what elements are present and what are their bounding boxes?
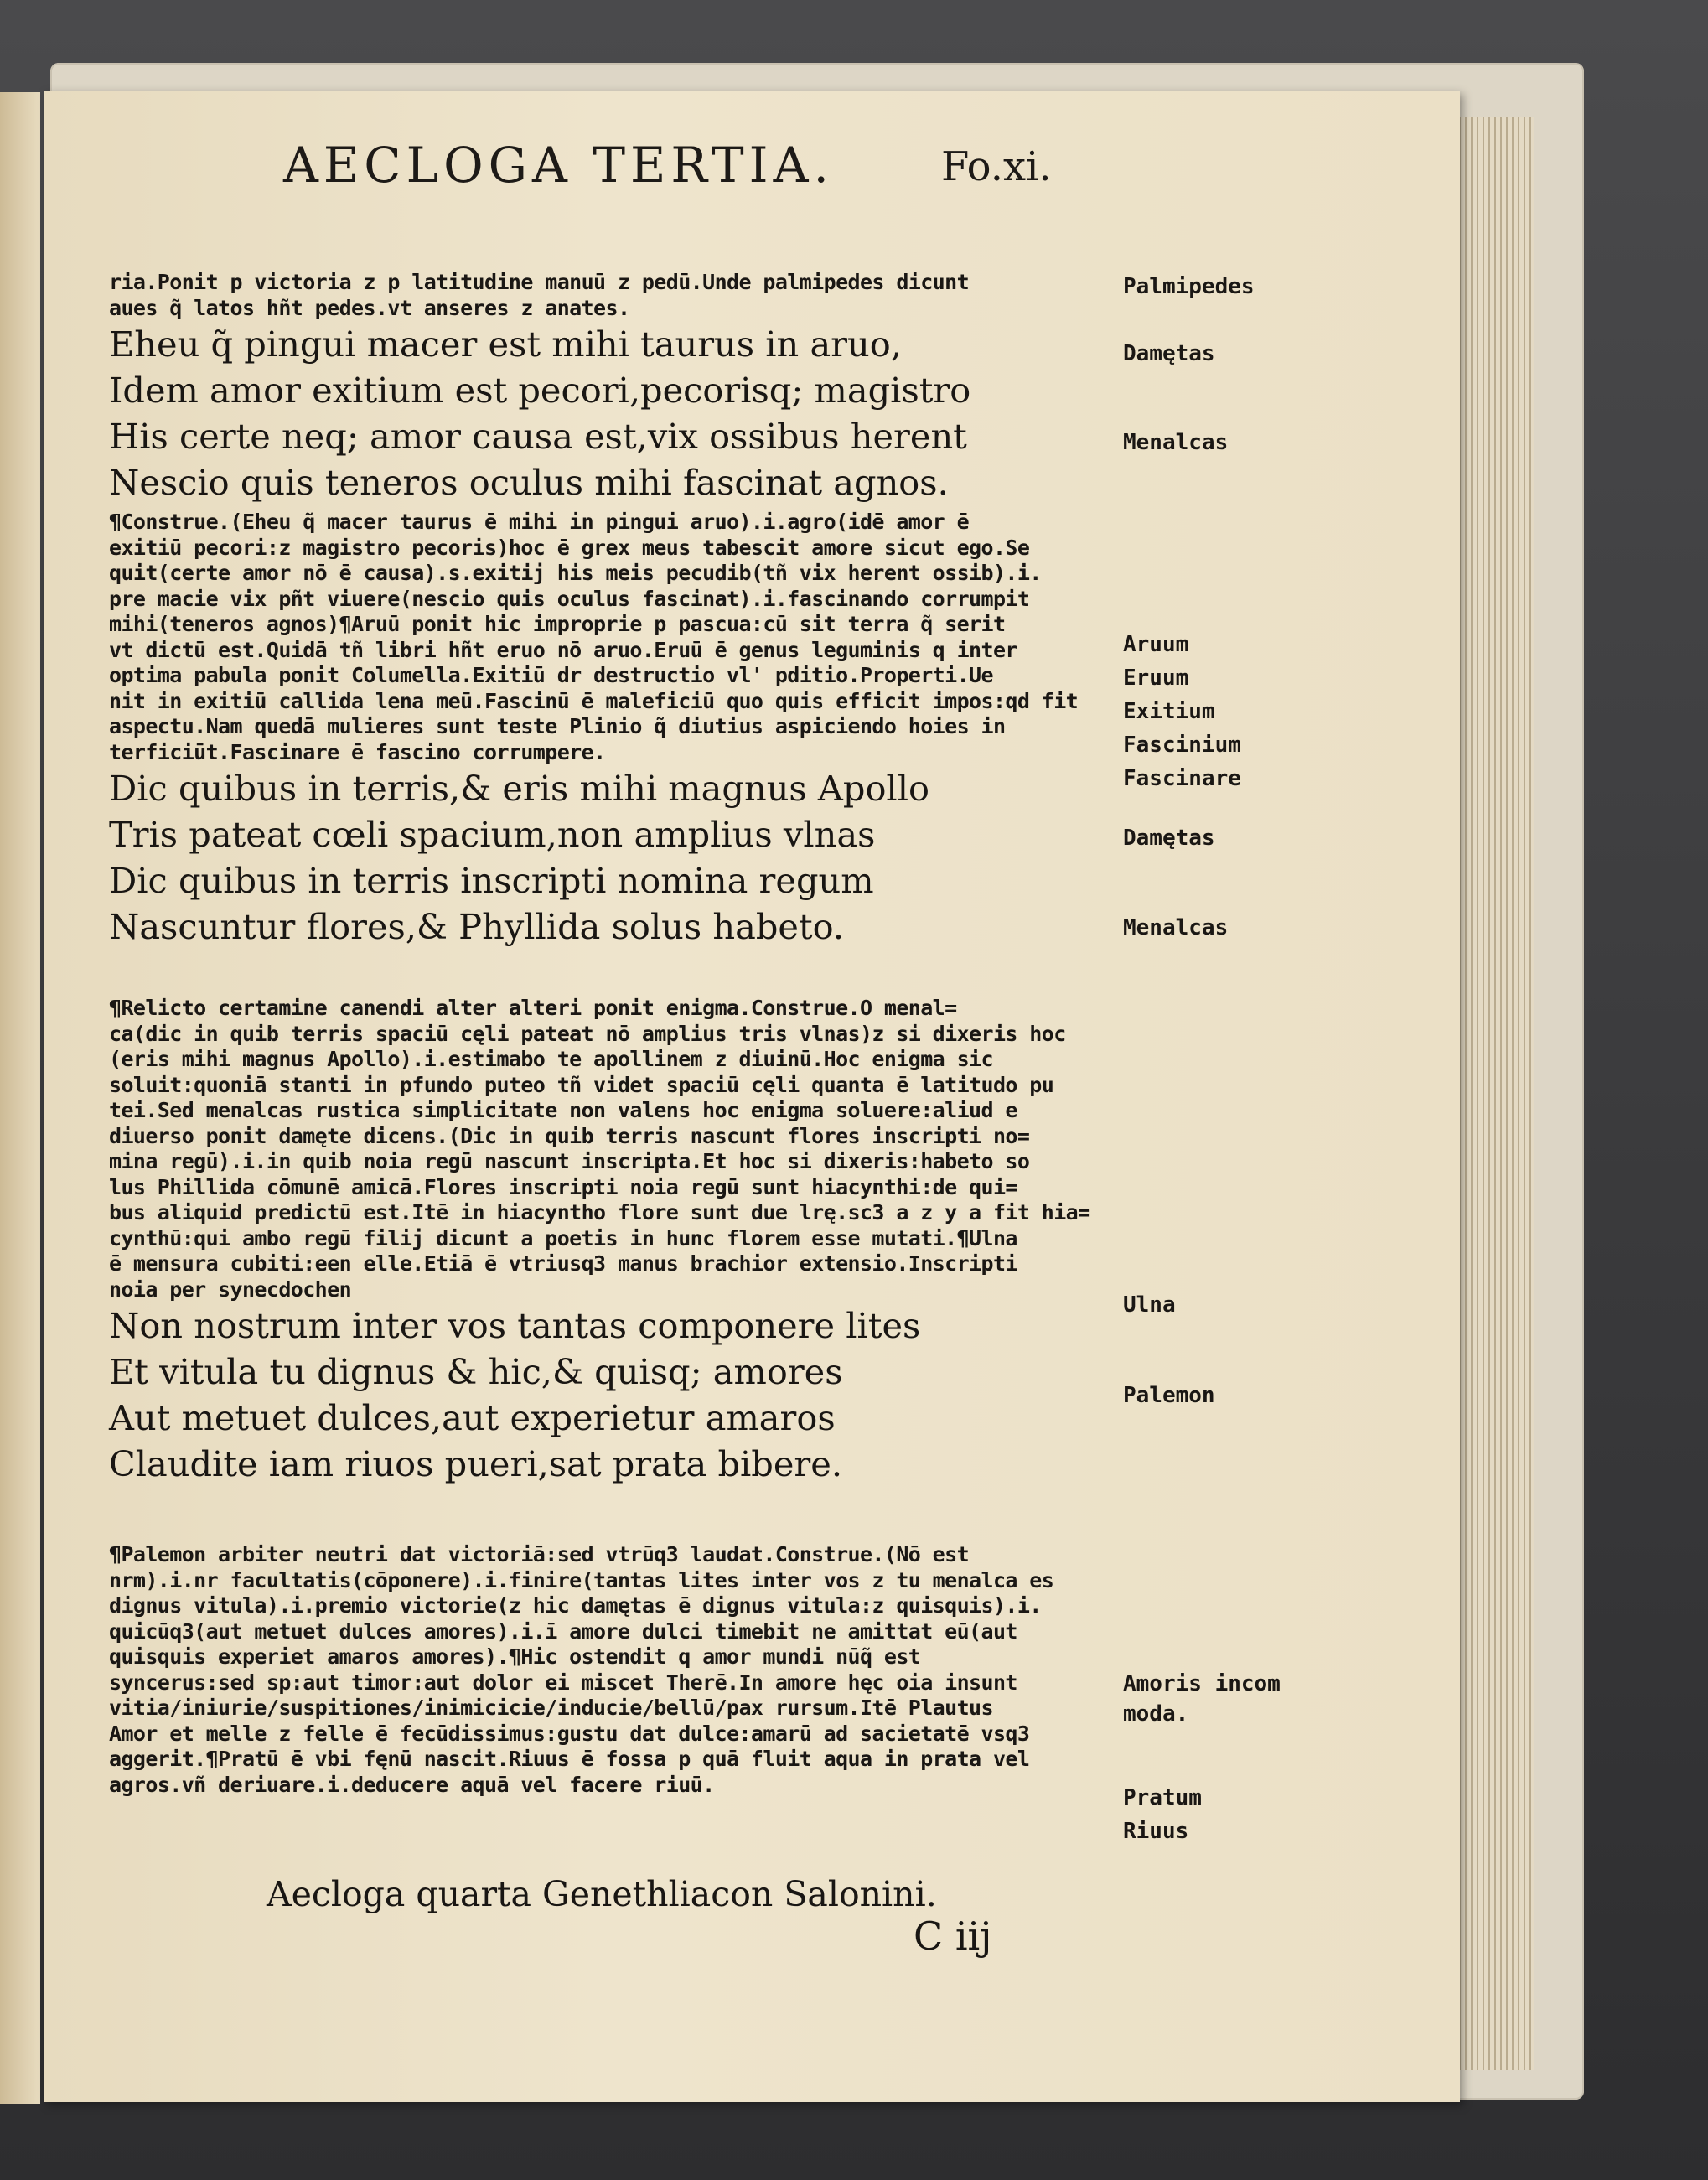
verse-line: Dic quibus in terris inscripti nomina regum — [109, 860, 874, 901]
margin-note: Damętas — [1123, 341, 1215, 366]
margin-note: Ulna — [1123, 1292, 1176, 1318]
margin-note: Riuus — [1123, 1819, 1189, 1844]
verse-line: Et vitula tu dignus & hic,& quisq; amores — [109, 1351, 843, 1392]
commentary-line: bus aliquid predictū est.Itē in hiacyntho flore sunt due lrę.sc3 a z y a fit hia= — [109, 1200, 1090, 1225]
commentary-line: vitia/iniurie/suspitiones/inimicicie/inducie/bellū/pax rursum.Itē Plautus — [109, 1696, 993, 1720]
commentary-line: quisquis experiet amaros amores).¶Hic ostendit q amor mundi nūq̃ est — [109, 1644, 921, 1669]
verse-line: Tris pateat cœli spacium,non amplius vlnas — [109, 814, 876, 855]
verse-line: Nescio quis teneros oculus mihi fascinat agnos. — [109, 462, 949, 503]
margin-note: Menalcas — [1123, 915, 1229, 940]
left-page-edge — [0, 92, 40, 2104]
text-block-1 — [109, 270, 1119, 505]
commentary-line: vt dictū est.Quidā tñ libri hñt eruo nō aruo.Eruū ē genus leguminis q inter — [109, 637, 1017, 662]
commentary-line: aggerit.¶Pratū ē vbi fęnū nascit.Riuus ē fossa p quā fluit aqua in prata vel — [109, 1747, 1030, 1771]
commentary-line: optima pabula ponit Columella.Exitiū dr destructio vl' pditio.Properti.Ue — [109, 663, 993, 687]
margin-note: Pratum — [1123, 1785, 1202, 1810]
verse-line: Dic quibus in terris,& eris mihi magnus Apollo — [109, 768, 929, 809]
verse-line: Claudite iam riuos pueri,sat prata bibere. — [109, 1443, 843, 1484]
margin-note: Fascinium — [1123, 733, 1241, 758]
margin-note: Palemon — [1123, 1383, 1215, 1408]
text-block-4 — [109, 1542, 1119, 1798]
commentary-line: agros.vñ deriuare.i.deducere aquā vel facere riuū. — [109, 1772, 715, 1797]
margin-note: Damętas — [1123, 826, 1215, 851]
commentary-line: ¶Relicto certamine canendi alter alteri ponit enigma.Construe.O menal= — [109, 996, 957, 1020]
margin-note: Aruum — [1123, 632, 1189, 657]
commentary-line: diuerso ponit damęte dicens.(Dic in quib terris nascunt flores inscripti no= — [109, 1123, 1030, 1148]
commentary-line: ¶Construe.(Eheu q̃ macer taurus ē mihi in pingui aruo).i.agro(idē amor ē — [109, 510, 970, 534]
text-block-3 — [109, 996, 1119, 1487]
margin-note: Exitium — [1123, 699, 1215, 724]
next-eclogue-title: Aecloga quarta Genethliacon Salonini. — [267, 1874, 937, 1914]
margin-note: Menalcas — [1123, 430, 1229, 455]
running-title: AECLOGA TERTIA. — [283, 137, 834, 194]
margin-note: Palmipedes — [1123, 274, 1255, 299]
folio-number: Fo.xi. — [941, 143, 1052, 190]
commentary-line: ca(dic in quib terris spaciū cęli pateat nō amplius tris vlnas)z si dixeris hoc — [109, 1021, 1066, 1046]
commentary-line: syncerus:sed sp:aut timor:aut dolor ei miscet Therē.In amore hęc oia insunt — [109, 1670, 1017, 1695]
commentary-line: mihi(teneros agnos)¶Aruū ponit hic improprie p pascua:cū sit terra q̃ serit — [109, 612, 1006, 636]
commentary-line: ē mensura cubiti:een elle.Etiā ē vtriusq3 manus brachior extensio.Inscripti — [109, 1251, 1017, 1276]
commentary-line: quicūq3(aut metuet dulces amores).i.ī amore dulci timebit ne amittat eū(aut — [109, 1618, 1017, 1644]
verse-line: His certe neq; amor causa est,vix ossibus herent — [109, 416, 967, 457]
commentary-line: pre macie vix pñt viuere(nescio quis oculus fascinat).i.fascinando corrumpit — [109, 586, 1030, 611]
margin-note: moda. — [1123, 1701, 1189, 1727]
commentary-line: ¶Palemon arbiter neutri dat victoriā:sed vtrūq3 laudat.Construe.(Nō est — [109, 1542, 970, 1566]
commentary-line: quit(certe amor nō ē causa).s.exitij his meis pecudib(tñ vix herent ossib).i. — [109, 561, 1042, 585]
verse-line: Idem amor exitium est pecori,pecorisq; magistro — [109, 370, 971, 411]
commentary-line: noia per synecdochen — [109, 1276, 352, 1302]
verse-line: Non nostrum inter vos tantas componere lites — [109, 1305, 921, 1346]
commentary-line: cynthū:qui ambo regū filij dicunt a poetis in hunc florem esse mutati.¶Ulna — [109, 1225, 1017, 1251]
page-header — [0, 137, 1708, 204]
commentary-line: mina regū).i.in quib noia regū nascunt inscripta.Et hoc si dixeris:habeto so — [109, 1149, 1030, 1173]
commentary-line: exitiū pecori:z magistro pecoris)hoc ē grex meus tabescit amore sicut ego.Se — [109, 535, 1030, 560]
commentary-line: Amor et melle z felle ē fecūdissimus:gustu dat dulce:amarū ad sacietatē vsq3 — [109, 1721, 1030, 1746]
commentary-line: terficiūt.Fascinare ē fascino corrumpere. — [109, 739, 606, 764]
commentary-line: aspectu.Nam quedā mulieres sunt teste Plinio q̃ diutius aspiciendo hoies in — [109, 714, 1006, 738]
commentary-line: soluit:quoniā stanti in pfundo puteo tñ videt spaciū cęli quanta ē latitudo pu — [109, 1072, 1054, 1097]
margin-note: Eruum — [1123, 665, 1189, 691]
margin-note: Amoris incom — [1123, 1671, 1281, 1696]
commentary-line: tei.Sed menalcas rustica simplicitate non valens hoc enigma soluere:aliud e — [109, 1098, 1017, 1122]
text-block-2 — [109, 510, 1119, 950]
commentary-line: nrm).i.nr facultatis(cōponere).i.finire(tantas lites inter vos z tu menalca es — [109, 1567, 1054, 1592]
commentary-line: dignus vitula).i.premio victorie(z hic damętas ē dignus vitula:z quisquis).i. — [109, 1593, 1042, 1618]
verse-line: Eheu q̃ pingui macer est mihi taurus in aruo, — [109, 324, 902, 365]
commentary-line: lus Phillida cōmunē amicā.Flores inscripti noia regū sunt hiacynthi:de qui= — [109, 1174, 1017, 1199]
verse-line: Aut metuet dulces,aut experietur amaros — [109, 1397, 836, 1438]
commentary-line: nit in exitiū callida lena meū.Fascinū ē maleficiū quo quis efficit impos:qd fit — [109, 688, 1079, 713]
commentary-line: (eris mihi magnus Apollo).i.estimabo te apollinem z diuinū.Hoc enigma sic — [109, 1047, 993, 1071]
verse-line: Nascuntur flores,& Phyllida solus habeto. — [109, 906, 845, 947]
margin-note: Fascinare — [1123, 766, 1241, 791]
commentary-line: aues q̃ latos hñt pedes.vt anseres z anates. — [109, 295, 630, 320]
commentary-line: ria.Ponit p victoria z p latitudine manuū z pedū.Unde palmipedes dicunt — [109, 270, 970, 294]
signature-mark: C iij — [914, 1913, 992, 1959]
